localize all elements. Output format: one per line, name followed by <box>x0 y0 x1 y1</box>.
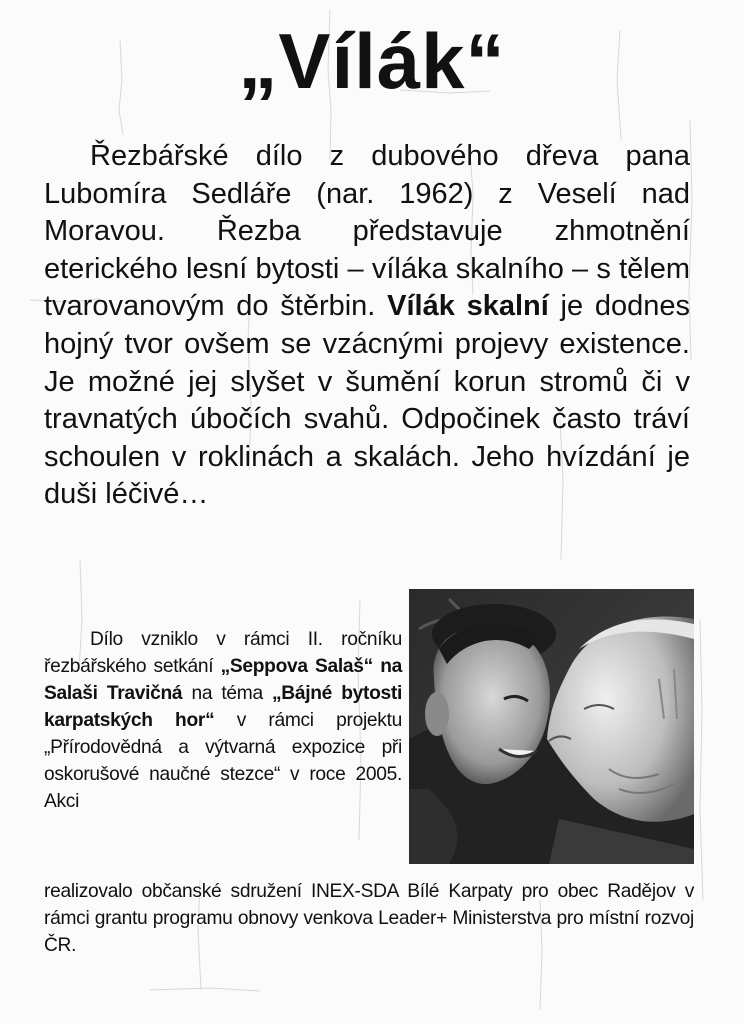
second-bold-1: „Seppova Salaš“ na Salaši Travičná <box>44 656 402 704</box>
second-bold-2: „Bájné bytosti karpatských hor“ <box>44 683 402 731</box>
second-paragraph <box>44 626 402 815</box>
second-text-1: Dílo vzniklo v rámci II. ročníku řezbářského setkání <box>44 629 402 677</box>
main-paragraph <box>44 138 690 514</box>
second-text-2: na téma <box>182 683 272 704</box>
second-paragraph-tail: realizovalo občanské sdružení INEX-SDA Bílé Karpaty pro obec Radějov v rámci grantu programu obnovy venkova Leader+ Ministerstva pro místní rozvoj ČR. <box>44 881 694 956</box>
main-text-part-2: je dodnes hojný tvor ovšem se vzácnými projevy existence. Je možné jej slyšet v šumění korun stromů či v travnatých úbočích svahů. Odpočinek často tráví schoulen v roklinách a skalách. Jeho hvízdání je duši léčivé… <box>44 290 690 511</box>
main-text-part-1: Řezbářské dílo z dubového dřeva pana Lubomíra Sedláře (nar. 1962) z Veselí nad Moravou. Řezba představuje zhmotnění eterického lesní bytosti – víláka skalního – s tělem tvarovanovým do štěrbin. <box>44 140 690 323</box>
second-text-3: v rámci projektu „Přírodovědná a výtvarná expozice při oskorušové naučné stezce“ v roce 2005. Akci <box>44 710 402 812</box>
sculpture-photo <box>409 589 694 864</box>
page-title: „Vílák“ <box>238 17 506 105</box>
main-text-bold: Vílák skalní <box>387 290 549 323</box>
